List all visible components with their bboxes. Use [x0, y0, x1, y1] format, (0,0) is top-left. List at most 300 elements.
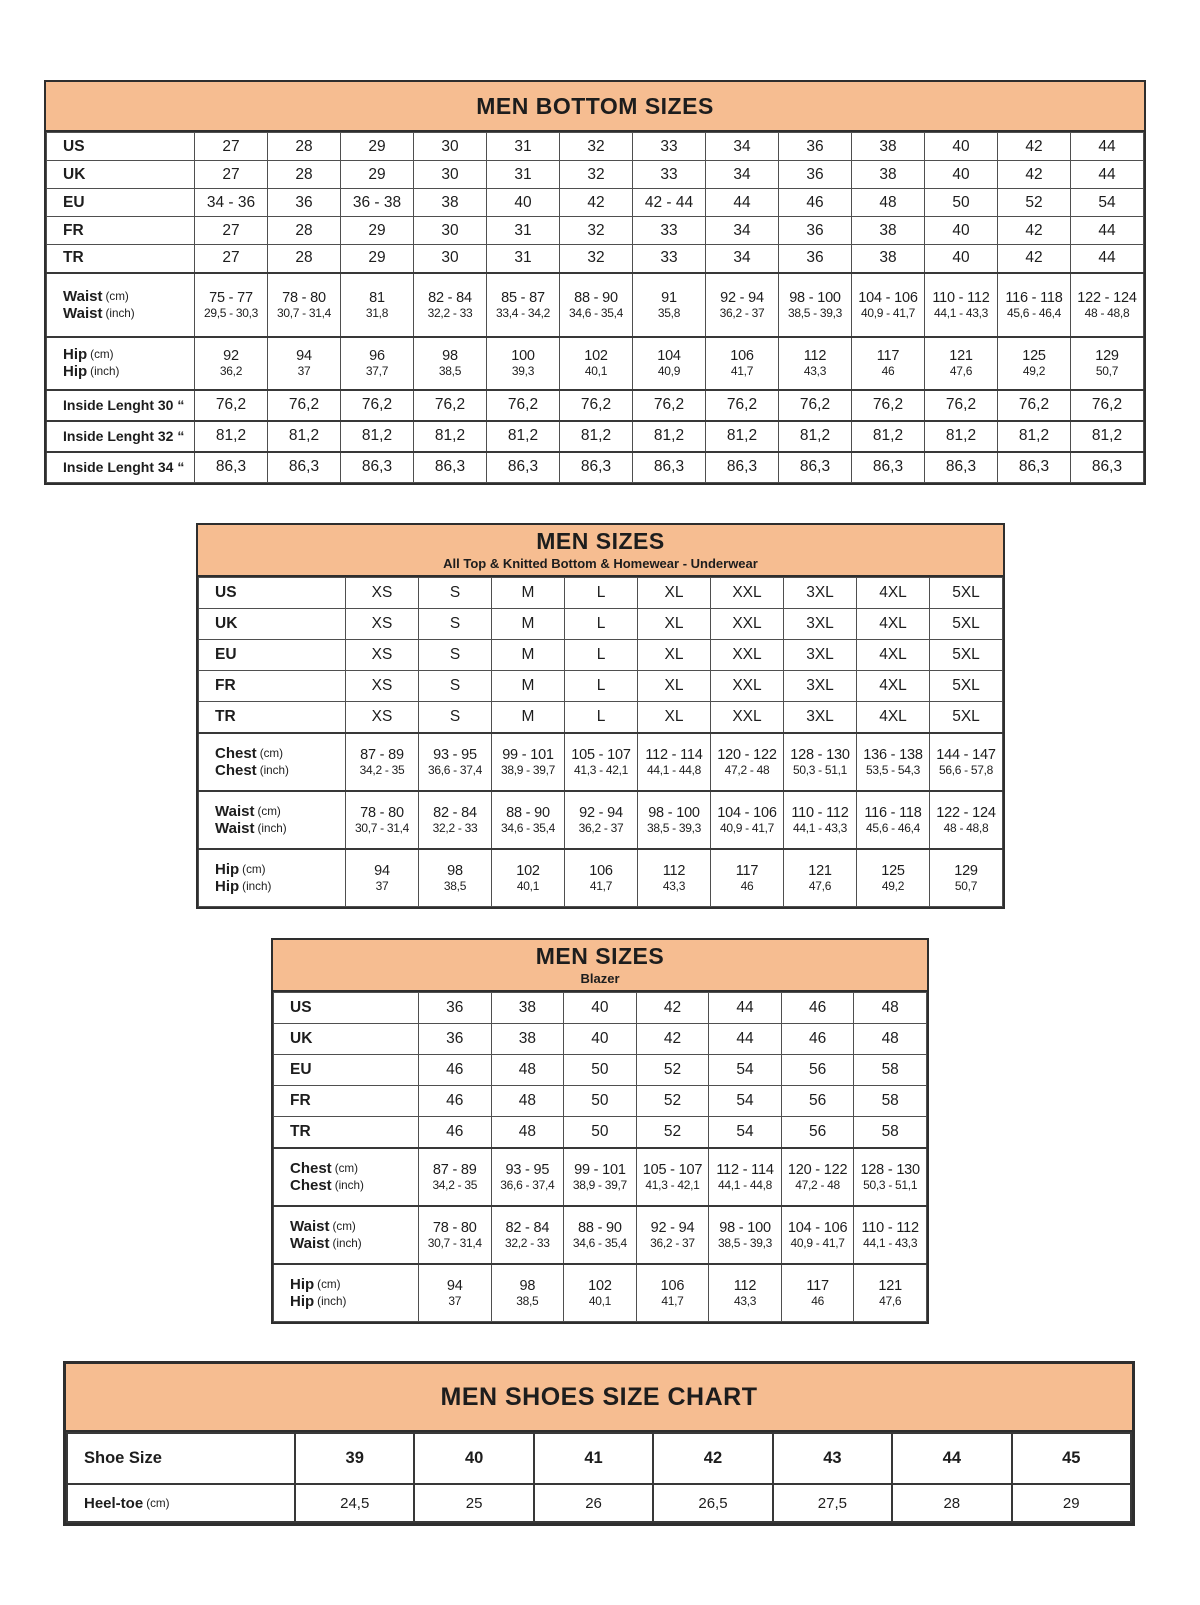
row-label: Inside Lenght 34 “: [47, 452, 195, 483]
table-cell: 105 - 107 41,3 - 42,1: [565, 733, 638, 791]
table-cell: 5XL: [930, 609, 1003, 640]
table-cell: 86,3: [1071, 452, 1144, 483]
men-top-sizes-table: [196, 523, 1005, 909]
table-cell: 112 - 114 44,1 - 44,8: [638, 733, 711, 791]
table-cell: 81,2: [779, 421, 852, 452]
table-cell: 92 36,2: [195, 337, 268, 390]
row-label: Waist (cm) Waist (inch): [274, 1206, 419, 1264]
table-row: [47, 273, 1144, 337]
table-cell: 120 - 122 47,2 - 48: [781, 1148, 854, 1206]
table-cell: L: [565, 640, 638, 671]
table-cell: 76,2: [487, 390, 560, 421]
table-cell: 58: [854, 1086, 927, 1117]
table-cell: XL: [638, 671, 711, 702]
table-cell: 58: [854, 1055, 927, 1086]
table-cell: XXL: [711, 671, 784, 702]
men-bottom-sizes-table: [44, 80, 1146, 485]
table-cell: XXL: [711, 578, 784, 609]
table-cell: 56: [781, 1117, 854, 1148]
table-cell: S: [419, 578, 492, 609]
table-cell: 98 38,5: [491, 1264, 564, 1322]
table-cell: 75 - 77 29,5 - 30,3: [195, 273, 268, 337]
table-cell: 86,3: [268, 452, 341, 483]
table-row: [47, 390, 1144, 421]
table-row: [274, 1117, 927, 1148]
table-cell: 93 - 95 36,6 - 37,4: [419, 733, 492, 791]
table-cell: 106 41,7: [636, 1264, 709, 1322]
table-cell: 54: [1071, 189, 1144, 217]
table-cell: 52: [636, 1086, 709, 1117]
table-cell: 96 37,7: [341, 337, 414, 390]
row-label: UK: [274, 1024, 419, 1055]
row-label: UK: [199, 609, 346, 640]
table-cell: 116 - 118 45,6 - 46,4: [857, 791, 930, 849]
table-cell: 38: [491, 1024, 564, 1055]
table-cell: 39: [295, 1433, 414, 1484]
table-cell: M: [492, 640, 565, 671]
table-cell: 28: [268, 217, 341, 245]
table-cell: 136 - 138 53,5 - 54,3: [857, 733, 930, 791]
table-row: [47, 189, 1144, 217]
table-cell: S: [419, 671, 492, 702]
table-row: [47, 421, 1144, 452]
table-cell: 44: [706, 189, 779, 217]
table-cell: 38: [491, 993, 564, 1024]
table-cell: 48: [491, 1055, 564, 1086]
table-row: [67, 1484, 1131, 1522]
table-cell: 36: [779, 133, 852, 161]
table-cell: 44: [1071, 161, 1144, 189]
table-cell: 88 - 90 34,6 - 35,4: [560, 273, 633, 337]
table-cell: 81,2: [195, 421, 268, 452]
table-cell: 36: [779, 217, 852, 245]
table-cell: 76,2: [341, 390, 414, 421]
table-cell: 46: [419, 1086, 492, 1117]
table-cell: 110 - 112 44,1 - 43,3: [925, 273, 998, 337]
table-cell: 29: [1012, 1484, 1131, 1522]
table-row: [199, 849, 1003, 907]
table-row: [67, 1433, 1131, 1484]
table-subtitle: All Top & Knitted Bottom & Homewear - Underwear: [443, 556, 758, 572]
table-cell: 86,3: [925, 452, 998, 483]
table-cell: 117 46: [781, 1264, 854, 1322]
table-cell: 28: [268, 245, 341, 273]
table-cell: 117 46: [852, 337, 925, 390]
row-label: Shoe Size: [67, 1433, 295, 1484]
table-cell: 94 37: [346, 849, 419, 907]
table-cell: 34: [706, 161, 779, 189]
table-cell: 52: [636, 1117, 709, 1148]
table-cell: S: [419, 609, 492, 640]
row-label: EU: [274, 1055, 419, 1086]
table-cell: 32: [560, 245, 633, 273]
row-label: FR: [274, 1086, 419, 1117]
row-label: Chest (cm) Chest (inch): [199, 733, 346, 791]
table-header: [198, 525, 1003, 577]
table-cell: 86,3: [779, 452, 852, 483]
table-title: MEN SHOES SIZE CHART: [440, 1382, 758, 1411]
table-cell: 29: [341, 245, 414, 273]
table-cell: 99 - 101 38,9 - 39,7: [492, 733, 565, 791]
table-row: [274, 1086, 927, 1117]
table-cell: 76,2: [633, 390, 706, 421]
table-cell: 40: [925, 161, 998, 189]
table-cell: 46: [779, 189, 852, 217]
table-cell: 76,2: [706, 390, 779, 421]
table-cell: 54: [709, 1086, 782, 1117]
table-cell: 36: [268, 189, 341, 217]
table-cell: 48: [491, 1086, 564, 1117]
table-cell: 30: [414, 133, 487, 161]
table-cell: 125 49,2: [998, 337, 1071, 390]
table-cell: 86,3: [706, 452, 779, 483]
table-cell: 34 - 36: [195, 189, 268, 217]
row-label: US: [274, 993, 419, 1024]
table-cell: 76,2: [414, 390, 487, 421]
table-cell: 92 - 94 36,2 - 37: [636, 1206, 709, 1264]
table-row: [47, 133, 1144, 161]
table-cell: 102 40,1: [560, 337, 633, 390]
table-cell: 38: [852, 245, 925, 273]
table-cell: 29: [341, 133, 414, 161]
table-cell: 42: [998, 245, 1071, 273]
table-cell: 87 - 89 34,2 - 35: [419, 1148, 492, 1206]
row-label: Inside Lenght 30 “: [47, 390, 195, 421]
table-row: [274, 1148, 927, 1206]
table-cell: 31: [487, 217, 560, 245]
table-cell: 3XL: [784, 578, 857, 609]
table-cell: 86,3: [633, 452, 706, 483]
table-cell: 121 47,6: [784, 849, 857, 907]
table-cell: 26,5: [653, 1484, 772, 1522]
table-cell: 86,3: [341, 452, 414, 483]
table-cell: 94 37: [419, 1264, 492, 1322]
table-cell: 91 35,8: [633, 273, 706, 337]
table-cell: 81,2: [925, 421, 998, 452]
table-cell: XXL: [711, 640, 784, 671]
table-row: [47, 337, 1144, 390]
table-header: [273, 940, 927, 992]
table-cell: 102 40,1: [492, 849, 565, 907]
table-cell: 41: [534, 1433, 653, 1484]
table-cell: 40: [925, 245, 998, 273]
table-cell: 81,2: [268, 421, 341, 452]
table-cell: 43: [773, 1433, 892, 1484]
table-cell: 116 - 118 45,6 - 46,4: [998, 273, 1071, 337]
table-row: [274, 1024, 927, 1055]
table-cell: XL: [638, 609, 711, 640]
table-cell: 4XL: [857, 640, 930, 671]
table-cell: 42: [998, 161, 1071, 189]
table-cell: 44: [1071, 245, 1144, 273]
table-cell: 46: [419, 1117, 492, 1148]
table-row: [274, 1055, 927, 1086]
table-cell: 44: [709, 1024, 782, 1055]
table-cell: 87 - 89 34,2 - 35: [346, 733, 419, 791]
table-cell: S: [419, 702, 492, 733]
table-cell: 104 40,9: [633, 337, 706, 390]
table-cell: M: [492, 702, 565, 733]
table-cell: 38: [414, 189, 487, 217]
row-label: US: [199, 578, 346, 609]
table-cell: 40: [925, 217, 998, 245]
men-blazer-sizes-table: [271, 938, 929, 1324]
table-cell: 120 - 122 47,2 - 48: [711, 733, 784, 791]
table-cell: 40: [487, 189, 560, 217]
table-cell: 81 31,8: [341, 273, 414, 337]
table-cell: 42: [998, 217, 1071, 245]
table-cell: 112 43,3: [779, 337, 852, 390]
table-cell: 32: [560, 133, 633, 161]
table-cell: 24,5: [295, 1484, 414, 1522]
row-label: Hip (cm) Hip (inch): [47, 337, 195, 390]
table-cell: 50: [564, 1086, 637, 1117]
table-cell: 88 - 90 34,6 - 35,4: [564, 1206, 637, 1264]
table-row: [199, 578, 1003, 609]
table-header: [46, 82, 1144, 132]
row-label: TR: [47, 245, 195, 273]
table-cell: 36: [419, 1024, 492, 1055]
table-cell: 42: [636, 1024, 709, 1055]
table-cell: 29: [341, 161, 414, 189]
table-cell: 86,3: [414, 452, 487, 483]
row-label: Inside Lenght 32 “: [47, 421, 195, 452]
row-label: EU: [47, 189, 195, 217]
table-cell: 98 38,5: [419, 849, 492, 907]
table-cell: 50: [925, 189, 998, 217]
table-cell: 42: [998, 133, 1071, 161]
table-cell: 112 43,3: [638, 849, 711, 907]
table-cell: 58: [854, 1117, 927, 1148]
table-cell: 98 - 100 38,5 - 39,3: [779, 273, 852, 337]
table-cell: 78 - 80 30,7 - 31,4: [419, 1206, 492, 1264]
table-cell: 44: [1071, 133, 1144, 161]
table-cell: 81,2: [852, 421, 925, 452]
table-cell: XS: [346, 640, 419, 671]
row-label: US: [47, 133, 195, 161]
table-cell: 106 41,7: [565, 849, 638, 907]
table-cell: 27,5: [773, 1484, 892, 1522]
size-grid: [273, 992, 927, 1322]
table-row: [47, 217, 1144, 245]
table-cell: 26: [534, 1484, 653, 1522]
table-cell: 5XL: [930, 640, 1003, 671]
table-cell: 129 50,7: [930, 849, 1003, 907]
table-cell: 86,3: [560, 452, 633, 483]
row-label: TR: [199, 702, 346, 733]
table-cell: 40: [564, 1024, 637, 1055]
table-cell: 78 - 80 30,7 - 31,4: [268, 273, 341, 337]
table-title: MEN BOTTOM SIZES: [476, 92, 714, 119]
table-cell: 110 - 112 44,1 - 43,3: [784, 791, 857, 849]
table-cell: 33: [633, 217, 706, 245]
table-cell: XXL: [711, 702, 784, 733]
size-grid: [46, 132, 1144, 483]
table-cell: 117 46: [711, 849, 784, 907]
table-cell: 38: [852, 161, 925, 189]
table-cell: 4XL: [857, 609, 930, 640]
table-cell: 125 49,2: [857, 849, 930, 907]
row-label: Chest (cm) Chest (inch): [274, 1148, 419, 1206]
table-cell: 36 - 38: [341, 189, 414, 217]
table-cell: 81,2: [706, 421, 779, 452]
table-cell: 40: [414, 1433, 533, 1484]
table-cell: 76,2: [925, 390, 998, 421]
table-cell: 36: [779, 245, 852, 273]
row-label: TR: [274, 1117, 419, 1148]
table-row: [199, 640, 1003, 671]
table-cell: 30: [414, 217, 487, 245]
row-label: EU: [199, 640, 346, 671]
table-cell: 82 - 84 32,2 - 33: [419, 791, 492, 849]
table-cell: 46: [781, 1024, 854, 1055]
table-cell: 52: [998, 189, 1071, 217]
table-row: [199, 671, 1003, 702]
table-cell: 4XL: [857, 671, 930, 702]
table-row: [199, 702, 1003, 733]
table-cell: 98 - 100 38,5 - 39,3: [638, 791, 711, 849]
table-cell: 31: [487, 245, 560, 273]
table-cell: XS: [346, 578, 419, 609]
table-row: [199, 791, 1003, 849]
table-cell: 81,2: [341, 421, 414, 452]
size-grid: [198, 577, 1003, 907]
table-row: [274, 1206, 927, 1264]
table-cell: 52: [636, 1055, 709, 1086]
table-cell: 98 - 100 38,5 - 39,3: [709, 1206, 782, 1264]
table-cell: 104 - 106 40,9 - 41,7: [852, 273, 925, 337]
table-cell: M: [492, 609, 565, 640]
table-cell: XL: [638, 640, 711, 671]
table-cell: 46: [781, 993, 854, 1024]
table-cell: 56: [781, 1086, 854, 1117]
table-cell: 76,2: [852, 390, 925, 421]
table-cell: 92 - 94 36,2 - 37: [706, 273, 779, 337]
table-cell: 121 47,6: [854, 1264, 927, 1322]
table-cell: 42: [653, 1433, 772, 1484]
table-cell: 82 - 84 32,2 - 33: [491, 1206, 564, 1264]
table-cell: 34: [706, 245, 779, 273]
table-row: [47, 452, 1144, 483]
table-cell: 48: [491, 1117, 564, 1148]
row-label: UK: [47, 161, 195, 189]
table-cell: 76,2: [560, 390, 633, 421]
table-row: [274, 1264, 927, 1322]
row-label: Hip (cm) Hip (inch): [199, 849, 346, 907]
table-cell: 54: [709, 1055, 782, 1086]
table-cell: 105 - 107 41,3 - 42,1: [636, 1148, 709, 1206]
table-cell: 106 41,7: [706, 337, 779, 390]
table-cell: 98 38,5: [414, 337, 487, 390]
row-label: Heel-toe (cm): [67, 1484, 295, 1522]
table-cell: 34: [706, 217, 779, 245]
table-cell: 104 - 106 40,9 - 41,7: [781, 1206, 854, 1264]
row-label: Waist (cm) Waist (inch): [199, 791, 346, 849]
table-cell: 38: [852, 133, 925, 161]
table-cell: XXL: [711, 609, 784, 640]
table-cell: 3XL: [784, 609, 857, 640]
table-cell: 42: [560, 189, 633, 217]
table-cell: 122 - 124 48 - 48,8: [1071, 273, 1144, 337]
table-row: [47, 161, 1144, 189]
table-cell: 81,2: [998, 421, 1071, 452]
table-cell: 42: [636, 993, 709, 1024]
table-cell: 3XL: [784, 671, 857, 702]
table-row: [199, 733, 1003, 791]
table-cell: 32: [560, 217, 633, 245]
table-cell: 48: [852, 189, 925, 217]
table-cell: 102 40,1: [564, 1264, 637, 1322]
table-cell: 48: [854, 1024, 927, 1055]
table-cell: 129 50,7: [1071, 337, 1144, 390]
table-cell: M: [492, 671, 565, 702]
table-subtitle: Blazer: [580, 971, 620, 987]
table-cell: 42 - 44: [633, 189, 706, 217]
table-cell: XL: [638, 702, 711, 733]
table-cell: 32: [560, 161, 633, 189]
table-cell: 81,2: [560, 421, 633, 452]
table-title: MEN SIZES: [535, 942, 665, 969]
table-cell: 112 43,3: [709, 1264, 782, 1322]
table-cell: XS: [346, 609, 419, 640]
table-cell: 29: [341, 217, 414, 245]
table-cell: 85 - 87 33,4 - 34,2: [487, 273, 560, 337]
table-cell: 5XL: [930, 671, 1003, 702]
table-cell: 36: [779, 161, 852, 189]
table-cell: 56: [781, 1055, 854, 1086]
table-cell: 76,2: [268, 390, 341, 421]
row-label: Waist (cm) Waist (inch): [47, 273, 195, 337]
table-cell: XS: [346, 671, 419, 702]
table-cell: 33: [633, 245, 706, 273]
table-cell: 27: [195, 245, 268, 273]
table-cell: 54: [709, 1117, 782, 1148]
table-cell: 44: [709, 993, 782, 1024]
table-cell: 33: [633, 133, 706, 161]
table-cell: L: [565, 671, 638, 702]
table-cell: 3XL: [784, 640, 857, 671]
table-cell: 40: [564, 993, 637, 1024]
table-cell: 3XL: [784, 702, 857, 733]
table-title: MEN SIZES: [536, 527, 665, 554]
table-cell: 86,3: [487, 452, 560, 483]
table-cell: L: [565, 578, 638, 609]
table-row: [274, 993, 927, 1024]
table-row: [199, 609, 1003, 640]
table-cell: 100 39,3: [487, 337, 560, 390]
row-label: Hip (cm) Hip (inch): [274, 1264, 419, 1322]
table-cell: 110 - 112 44,1 - 43,3: [854, 1206, 927, 1264]
table-cell: 104 - 106 40,9 - 41,7: [711, 791, 784, 849]
table-cell: 31: [487, 161, 560, 189]
table-cell: 81,2: [487, 421, 560, 452]
table-cell: 27: [195, 133, 268, 161]
table-cell: 76,2: [1071, 390, 1144, 421]
table-cell: 30: [414, 245, 487, 273]
table-cell: 76,2: [998, 390, 1071, 421]
table-cell: 44: [892, 1433, 1011, 1484]
table-header: [66, 1364, 1132, 1432]
table-cell: 112 - 114 44,1 - 44,8: [709, 1148, 782, 1206]
table-cell: 4XL: [857, 578, 930, 609]
table-cell: 27: [195, 161, 268, 189]
table-cell: 45: [1012, 1433, 1131, 1484]
table-cell: S: [419, 640, 492, 671]
table-cell: L: [565, 702, 638, 733]
table-cell: 5XL: [930, 578, 1003, 609]
table-cell: 38: [852, 217, 925, 245]
men-shoes-size-table: [63, 1361, 1135, 1526]
